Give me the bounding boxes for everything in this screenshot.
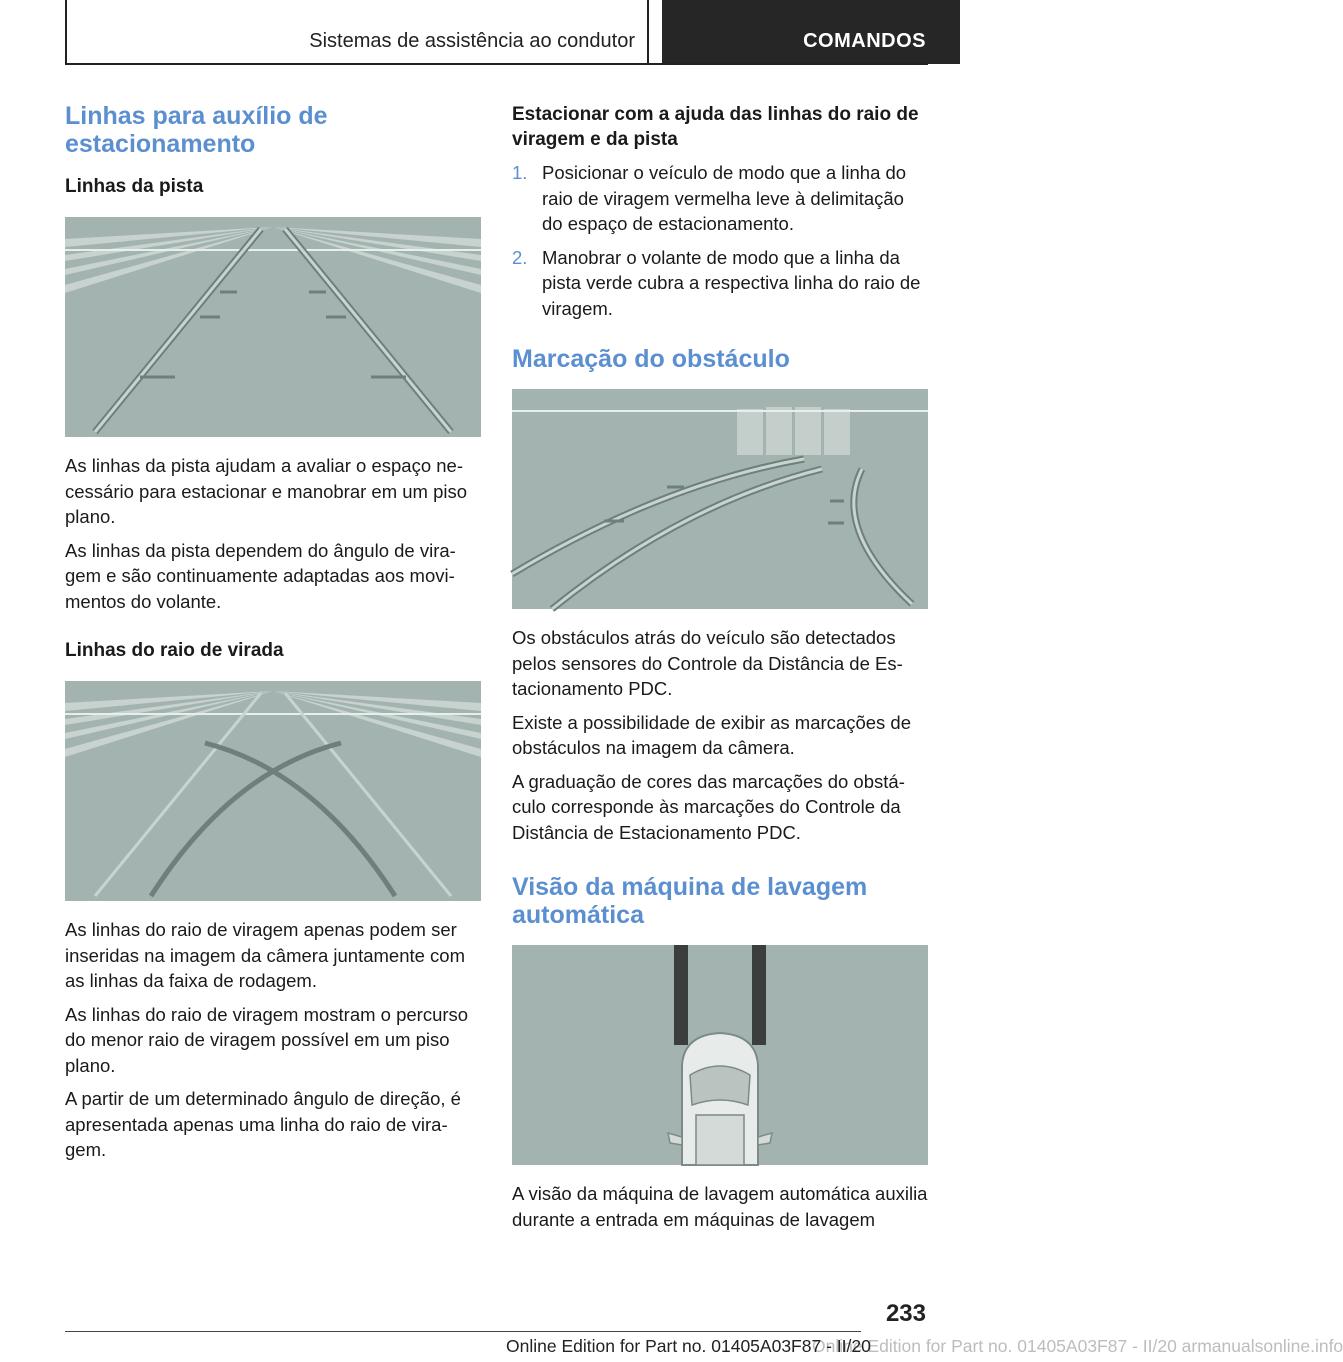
- turning-radius-illustration: [65, 681, 481, 901]
- step-text: Posicionar o veículo de modo que a linha do raio de viragem vermelha leve à delimitação do espaço de estacionamento.: [542, 162, 907, 234]
- paragraph: As linhas da pista dependem do ângulo de viragem e são continuamente adaptadas aos movimentos do volante.: [65, 539, 456, 612]
- page-number: 233: [885, 1300, 926, 1327]
- subheading-turning-radius-lines: Linhas do raio de virada: [65, 640, 284, 661]
- heading-car-wash-view: Visão da máquina de lavagem automática: [512, 873, 868, 929]
- step-number: 2.: [512, 246, 528, 268]
- obstacle-marking-illustration: [512, 389, 928, 609]
- steps-list: [512, 160, 928, 321]
- heading-parking-lines: Linhas para auxílio de estacionamento: [65, 102, 328, 158]
- edition-note: Online Edition for Part no. 01405A03F87 - II/20: [506, 1336, 871, 1356]
- heading-obstacle-marking: Marcação do obstáculo: [512, 345, 790, 373]
- car-wash-view-illustration: [512, 945, 928, 1165]
- paragraph: As linhas do raio de viragem apenas podem ser inseridas na imagem da câmera juntamente com as linhas da faixa de rodagem.: [65, 919, 465, 991]
- left-column: [65, 102, 481, 1163]
- paragraph: Os obstáculos atrás do veículo são detectados pelos sensores do Controle da Distância de Estacionamento PDC.: [512, 627, 903, 699]
- step-number: 1.: [512, 162, 528, 183]
- header-chapter-tab: [662, 0, 960, 64]
- paragraph: A visão da máquina de lavagem automática auxilia durante a entrada em máquinas de lavagem: [512, 1183, 928, 1230]
- list-item: [512, 160, 928, 237]
- subheading-parking-with-lines: Estacionar com a ajuda das linhas do raio de viragem e da pista: [512, 104, 919, 150]
- footer-rule: [65, 1331, 861, 1332]
- site-watermark: Online Edition for Part no. 01405A03F87 - II/20 armanualsonline.info: [812, 1336, 1343, 1356]
- paragraph: Existe a possibilidade de exibir as marcações de obstáculos na imagem da câmera.: [512, 711, 911, 758]
- chapter-title: COMANDOS: [803, 30, 926, 52]
- right-column: [512, 102, 928, 1232]
- subheading-lane-lines: Linhas da pista: [65, 176, 204, 197]
- paragraph: A graduação de cores das marcações do obstáculo corresponde às marcações do Controle da Distância de Estacionamento PDC.: [512, 770, 905, 843]
- header-section-tab: [65, 0, 649, 64]
- list-item: [512, 245, 928, 322]
- section-title: Sistemas de assistência ao condutor: [309, 30, 635, 52]
- paragraph: A partir de um determinado ângulo de direção, é apresentada apenas uma linha do raio de viragem.: [65, 1088, 461, 1160]
- lane-lines-illustration: [65, 217, 481, 437]
- paragraph: As linhas da pista ajudam a avaliar o espaço necessário para estacionar e manobrar em um piso plano.: [65, 455, 468, 527]
- paragraph: As linhas do raio de viragem mostram o percurso do menor raio de viragem possível em um piso plano.: [65, 1003, 469, 1076]
- step-text: Manobrar o volante de modo que a linha da pista verde cubra a respectiva linha do raio de viragem.: [542, 246, 921, 319]
- header-rule: [65, 63, 928, 65]
